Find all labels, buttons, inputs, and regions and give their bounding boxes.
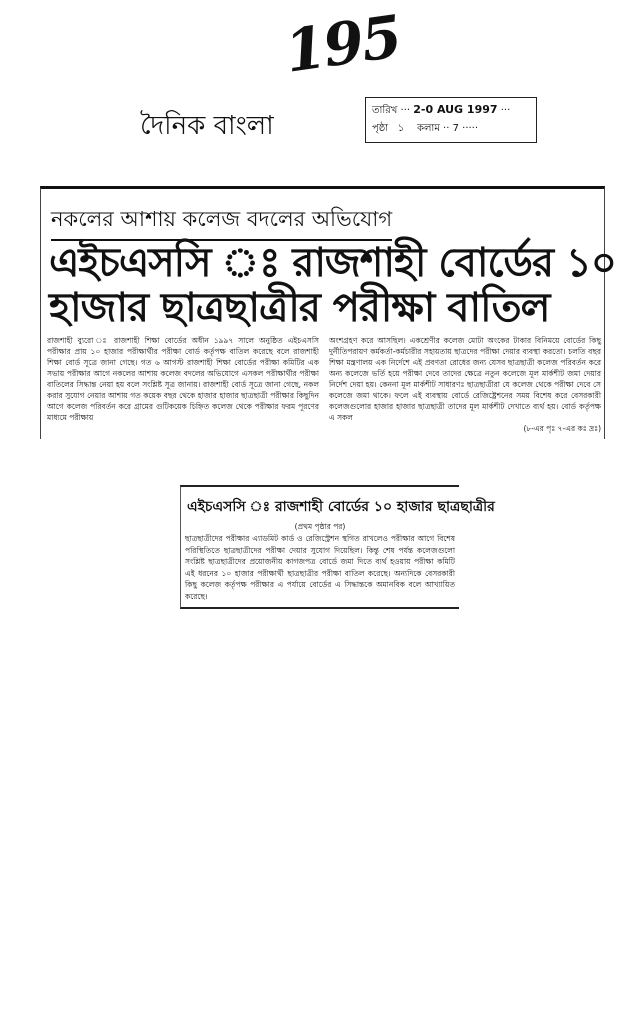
article-column-2-text: অংশগ্রহণ করে আসছিল। একশ্রেণীর কলেজ মোটা অংকের টাকার বিনিময়ে বোর্ডের কিছু দুর্নীতিপরায়ণ কর্মকর্তা-কর্মচারীর সহায়তায় ছাত্রদের পরীক্ষা দেয়ার ব্যবস্থা করতো। চলতি বছর শিক্ষা মন্ত্রণালয় এক নির্দেশে এই প্রবণতা রোধের জন্য যেসব ছাত্রছাত্রী কলেজ পরিবর্তন করে অন্য কলেজে ভর্তি হয়ে পরীক্ষা দেবে তাদের ক্ষেত্রে নতুন কলেজে মূল মার্কশীট জমা দেয়ার নির্দেশ দেয়া হয়। কেননা মূল মার্কশীট সাধারণঃ ছাত্রছাত্রীরা যে কলেজ থেকে পরীক্ষা দেবে সে কলেজে জমা থাকে। ফলে এই ব্যবস্থায় বোর্ডে রেজিষ্ট্রেশনের সময় বিশেষ করে বেসরকারী কলেজগুলোর হাজার হাজার ছাত্রছাত্রী তাদের মূল মার্কশীট দেখাতে ব্যর্থ হয়। বোর্ড কর্তৃপক্ষ এ সকল	[329, 336, 601, 422]
date-label: তারিখ	[372, 105, 398, 116]
continued-reference: (৮-এর পৃঃ ৭-এর কঃ দ্রঃ)	[523, 424, 601, 433]
article-column-1: রাজশাহী ব্যুরো ঃ রাজশাহী শিক্ষা বোর্ডের অধীন ১৯৯৭ সালে অনুষ্ঠিত এইচএসসি পরীক্ষার প্রায় ১০ হাজার পরীক্ষার্থীর পরীক্ষা বোর্ড কর্তৃপক্ষ বাতিল করেছে বলে রাজশাহী শিক্ষা বোর্ড সূত্রে জানা গেছে। গত ৬ আগস্ট রাজশাহী শিক্ষা বোর্ডের পরীক্ষা কমিটির এক সভায় পরীক্ষার আগে নকলের আশায় কলেজ বদলের অভিযোগে এসকল পরীক্ষার্থীর পরীক্ষা বাতিলের সিদ্ধান্ত নেয়া হয় বলে সংশ্লিষ্ট সূত্র জানায়। রাজশাহী বোর্ড সূত্রে জানা গেছে, নকল করার সুযোগ নেয়ার আশায় গত কয়েক বছর থেকে হাজার হাজার ছাত্রছাত্রী পরীক্ষার কিছুদিন আগে কলেজ পরিবর্তন করে গ্রামের গুটিকয়েক চিহ্নিত কলেজ থেকে পরীক্ষার ফরম পূরণের মাধ্যমে পরীক্ষায়	[47, 336, 319, 422]
news-article	[40, 186, 616, 439]
continuation-body: ছাত্রছাত্রীদের পরীক্ষার এ্যাডমিট কার্ড ও রেজিস্ট্রেশন স্থগিত রাখলেও পরীক্ষার আগে বিশেষ পরিস্থিতিতে ছাত্রছাত্রীদের পরীক্ষা দেয়ার সুযোগ দিয়েছিল। কিন্তু শেষ পর্যন্ত কলেজগুলো সংশ্লিষ্ট ছাত্রছাত্রীদের প্রয়োজনীয় কাগজপত্র বোর্ডে জমা দিতে ব্যর্থ হওয়ায় পরীক্ষা কমিটি এই ধরনের ১০ হাজার পরীক্ষার্থী ছাত্রছাত্রীর পরীক্ষা বাতিল করেছে। অন্যদিকে বেসরকারী কিছু কলেজ কর্তৃপক্ষ পরীক্ষার এ পর্যায়ে বোর্ডের এ সিদ্ধান্তকে অমানবিক বলে আখ্যায়িত করেছে।	[185, 534, 455, 601]
column-label: কলাম	[416, 123, 440, 134]
date-value: 2-0 AUG 1997	[413, 103, 498, 116]
handwritten-page-number: 195	[280, 2, 405, 86]
column-value: 7	[452, 123, 459, 134]
headline-line-2: হাজার ছাত্রছাত্রীর পরীক্ষা বাতিল	[49, 285, 550, 331]
date-stamp-box: তারিখ ··· 2-0 AUG 1997 ··· পৃষ্ঠা ১ কলাম ·· 7 ·····	[365, 97, 537, 143]
continuation-subline: (প্রথম পৃষ্ঠার পর)	[294, 522, 346, 531]
page-value: ১	[397, 123, 405, 134]
page-label: পৃষ্ঠা	[372, 123, 389, 134]
continuation-headline: এইচএসসি ঃ রাজশাহী বোর্ডের ১০ হাজার ছাত্রছাত্রীর	[187, 499, 495, 515]
continuation-article	[180, 485, 495, 609]
article-column-2	[329, 335, 601, 434]
headline-line-1: এইচএসসি ঃ রাজশাহী বোর্ডের ১০	[49, 240, 616, 286]
article-kicker: নকলের আশায় কলেজ বদলের অভিযোগ	[51, 203, 392, 241]
newspaper-masthead: দৈনিক বাংলা	[140, 111, 274, 141]
